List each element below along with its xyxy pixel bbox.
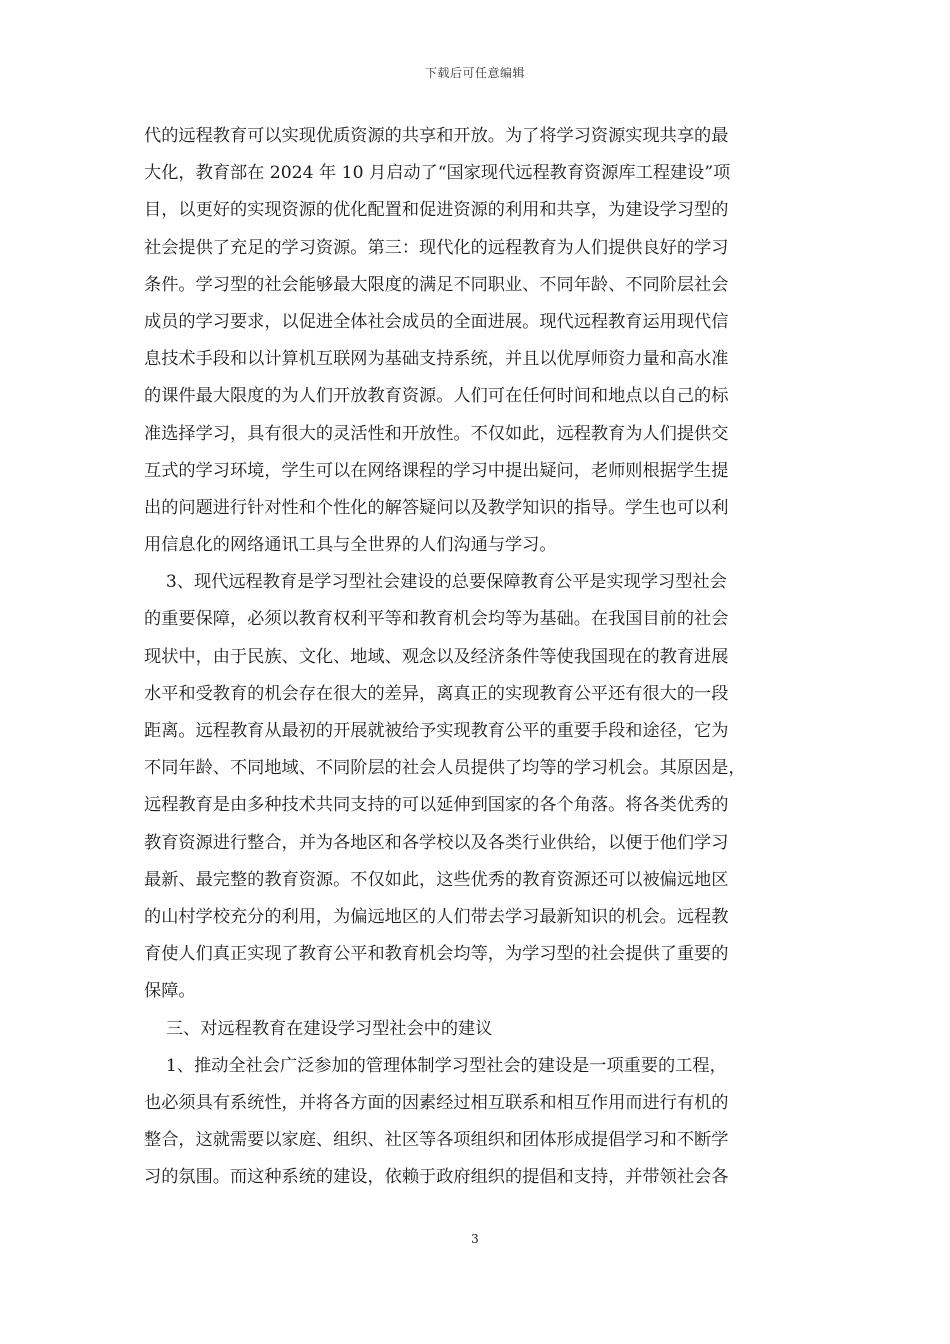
text-line: 1、推动全社会广泛参加的管理体制学习型社会的建设是一项重要的工程，: [144, 1055, 727, 1076]
text-line: 三、对远程教育在建设学习型社会中的建议: [144, 1018, 493, 1039]
text-line: 的重要保障，必须以教育权利平等和教育机会均等为基础。在我国目前的社会: [144, 609, 729, 630]
text-line: 代的远程教育可以实现优质资源的共享和开放。为了将学习资源实现共享的最: [144, 126, 729, 146]
text-line: 远程教育是由多种技术共同支持的可以延伸到国家的各个角落。将各类优秀的: [144, 795, 729, 816]
text-line: 距离。远程教育从最初的开展就被给予实现教育公平的重要手段和途径，它为: [144, 721, 729, 741]
text-line: 互式的学习环境，学生可以在网络课程的学习中提出疑问，老师则根据学生提: [144, 460, 729, 481]
text-line: 3、现代远程教育是学习型社会建设的总要保障教育公平是实现学习型社会: [144, 572, 727, 593]
text-line: 准选择学习，具有很大的灵活性和开放性。不仅如此，远程教育为人们提供交: [144, 423, 729, 444]
text-line: 大化，教育部在 2024 年 10 月启动了“国家现代远程教育资源库工程建设”项: [144, 163, 731, 184]
text-line: 也必须具有系统性，并将各方面的因素经过相互联系和相互作用而进行有机的: [144, 1092, 729, 1113]
text-line: 出的问题进行针对性和个性化的解答疑问以及教学知识的指导。学生也可以利: [144, 497, 729, 518]
text-line: 现状中，由于民族、文化、地域、观念以及经济条件等使我国现在的教育进展: [144, 646, 729, 667]
text-line: 保障。: [144, 981, 196, 1002]
text-line: 不同年龄、不同地域、不同阶层的社会人员提供了均等的学习机会。其原因是，: [144, 758, 746, 779]
text-line: 目，以更好的实现资源的优化配置和促进资源的利用和共享，为建设学习型的: [144, 200, 729, 221]
text-line: 的山村学校充分的利用，为偏远地区的人们带去学习最新知识的机会。远程教: [144, 906, 729, 927]
text-line: 用信息化的网络通讯工具与全世界的人们沟通与学习。: [144, 535, 557, 556]
text-line: 社会提供了充足的学习资源。第三：现代化的远程教育为人们提供良好的学习: [144, 237, 729, 258]
text-line: 条件。学习型的社会能够最大限度的满足不同职业、不同年龄、不同阶层社会: [144, 274, 729, 295]
page-header: 下载后可任意编辑: [424, 66, 525, 80]
text-line: 成员的学习要求，以促进全体社会成员的全面进展。现代远程教育运用现代信: [144, 311, 729, 332]
text-line: 的课件最大限度的为人们开放教育资源。人们可在任何时间和地点以自己的标: [144, 386, 729, 407]
text-line: 最新、最完整的教育资源。不仅如此，这些优秀的教育资源还可以被偏远地区: [144, 869, 729, 890]
text-line: 育使人们真正实现了教育公平和教育机会均等，为学习型的社会提供了重要的: [144, 944, 729, 965]
page-number: 3: [471, 1232, 479, 1246]
text-line: 习的氛围。而这种系统的建设，依赖于政府组织的提倡和支持，并带领社会各: [144, 1167, 729, 1188]
text-line: 教育资源进行整合，并为各地区和各学校以及各类行业供给，以便于他们学习: [144, 832, 729, 853]
text-line: 水平和受教育的机会存在很大的差异，离真正的实现教育公平还有很大的一段: [144, 683, 729, 704]
text-line: 整合，这就需要以家庭、组织、社区等各项组织和团体形成提倡学习和不断学: [144, 1130, 729, 1151]
document-body: [144, 118, 806, 1196]
text-line: 息技术手段和以计算机互联网为基础支持系统，并且以优厚师资力量和高水准: [144, 349, 729, 370]
